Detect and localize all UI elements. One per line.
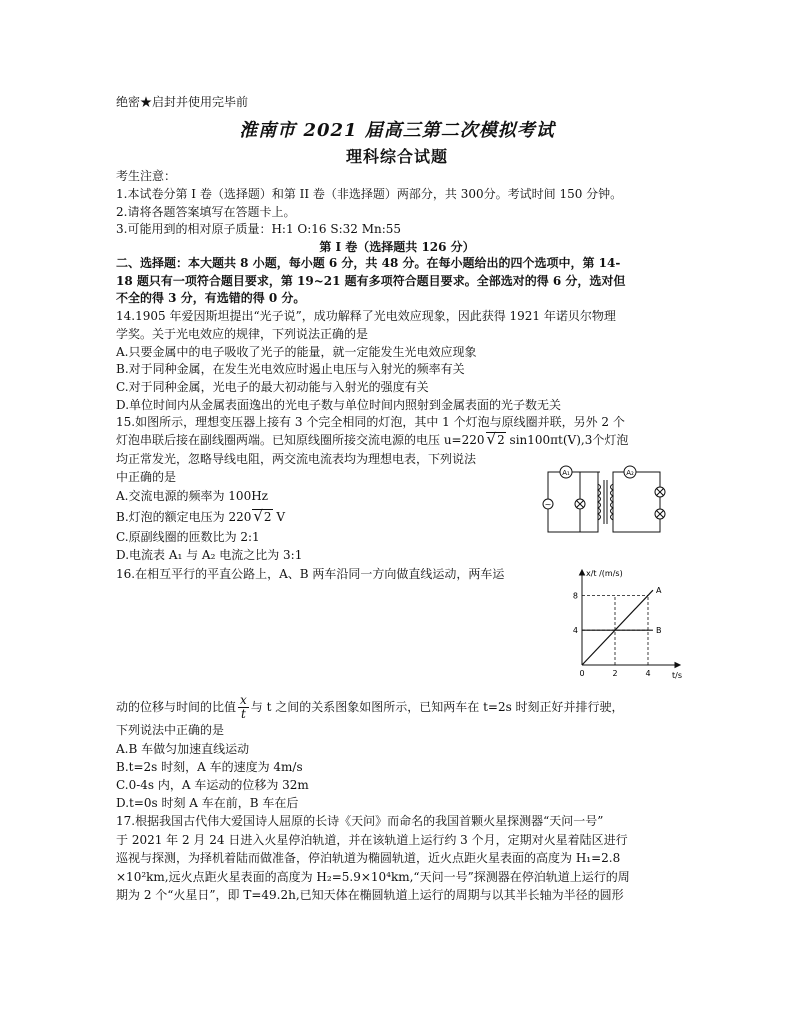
q15-option: A.交流电源的频率为 100Hz [116,489,268,503]
section-instructions: 不全的得 3 分，有选错的得 0 分。 [116,291,306,305]
q14-option: C.对于同种金属，光电子的最大初动能与入射光的强度有关 [116,380,429,394]
q15-option: D.电流表 A₁ 与 A₂ 电流之比为 3:1 [116,548,303,562]
section-title: 第 I 卷（选择题共 126 分） [319,240,475,254]
ac-source-label: ~ [544,500,552,509]
q15-option: C.原副线圈的匝数比为 2:1 [116,530,260,544]
series-line-a [582,590,653,665]
ammeter-a2-label: A₂ [626,469,634,477]
notice-item: 2.请将各题答案填写在答题卡上。 [116,205,296,219]
notice-heading: 考生注意： [116,169,177,183]
x-axis-arrow [675,663,680,668]
fraction-x-over-t: $\frac{x}{t}$ [240,693,247,721]
y-axis-label: x/t /(m/s) [586,569,623,578]
q15-option: B.灯泡的额定电压为 220 √2 V [116,507,286,525]
q14-option: D.单位时间内从金属表面逸出的光电子数与单位时间内照射到金属表面的光子数无关 [116,398,562,412]
q17-stem: 17.根据我国古代伟大爱国诗人屈原的长诗《天问》而命名的我国首颗火星探测器“天问一号” [116,814,604,828]
q14-stem: 14.1905 年爱因斯坦提出“光子说”，成功解释了光电效应现象，因此获得 1921 年诺贝尔物理 [116,309,616,323]
q15-stem: 灯泡串联后接在副线圈两端。已知原线圈所接交流电源的电压 u=220 √2 sin100πt(V),3个灯泡 [116,430,629,448]
x-tick-label: 0 [579,669,585,678]
q17-stem: ×10²km,远火点距火星表面的高度为 H₂=5.9×10⁴km,“天问一号”探测器在停泊轨道上运行的周 [116,870,630,884]
q17-stem: 巡视与探测，为择机着陆而做准备，停泊轨道为椭圆轨道，近火点距火星表面的高度为 H₁=2.8 [116,851,621,865]
exam-title: 淮南市 2021 届高三第二次模拟考试 [239,120,555,141]
q16-stem: 下列说法中正确的是 [116,723,225,737]
q15-stem: 均正常发光，忽略导线电阻，两交流电流表均为理想电表，下列说法 [116,452,477,466]
sqrt-symbol: √2 [486,430,505,448]
x-t-chart [560,562,690,684]
q14-option: A.只要金属中的电子吸收了光子的能量，就一定能发生光电效应现象 [116,345,477,359]
q17-stem: 于 2021 年 2 月 24 日进入火星停泊轨道，并在该轨道上运行约 3 个月，定期对火星着陆区进行 [116,833,628,847]
q15-stem: 中正确的是 [116,470,177,484]
series-label-b: B [655,626,662,636]
notice-item: 1.本试卷分第 I 卷（选择题）和第 II 卷（非选择题）两部分，共 300分。考试时间 150 分钟。 [116,187,623,201]
series-label-a: A [655,586,662,596]
y-tick-label: 4 [572,626,578,636]
ammeter-a1-label: A₁ [562,469,570,477]
q16-option: A.B 车做匀加速直线运动 [116,742,250,756]
exam-subtitle: 理科综合试题 [345,147,448,166]
q16-option: C.0-4s 内，A 车运动的位移为 32m [116,778,309,792]
x-tick-label: 2 [612,669,618,678]
q16-stem: 16.在相互平行的平直公路上，A、B 两车沿同一方向做直线运动，两车运 [116,567,505,581]
secret-label: 绝密★启封并使用完毕前 [116,95,249,109]
section-instructions: 二、选择题：本大题共 8 小题，每小题 6 分，共 48 分。在每小题给出的四个选项中，第 14- [116,256,621,270]
x-axis-label: t/s [672,671,682,680]
transformer-circuit-figure [540,464,670,544]
q14-option: B.对于同种金属，在发生光电效应时遏止电压与入射光的频率有关 [116,362,465,376]
x-tick-label: 4 [645,669,651,678]
q16-option: D.t=0s 时刻 A 车在前，B 车在后 [116,796,299,810]
q16-stem: 动的位移与时间的比值 $\frac{x}{t}$ 与 t 之间的关系图象如图所示，已知两车在 t=2s 时刻正好并排行驶， [116,693,624,721]
q15-stem: 15.如图所示，理想变压器上接有 3 个完全相同的灯泡，其中 1 个灯泡与原线圈并联，另外 2 个 [116,415,625,429]
q14-stem: 学奖。关于光电效应的规律，下列说法正确的是 [116,327,369,341]
sqrt-symbol: √2 [253,507,272,525]
q17-stem: 期为 2 个“火星日”，即 T=49.2h,已知天体在椭圆轨道上运行的周期与以其半长轴为半径的圆形 [116,888,624,902]
y-tick-label: 8 [572,591,578,601]
section-instructions: 18 题只有一项符合题目要求，第 19~21 题有多项符合题目要求。全部选对的得 6 分，选对但 [116,274,626,288]
y-axis-arrow [580,570,585,575]
notice-item: 3.可能用到的相对原子质量：H:1 O:16 S:32 Mn:55 [116,222,402,236]
q16-option: B.t=2s 时刻，A 车的速度为 4m/s [116,760,303,774]
